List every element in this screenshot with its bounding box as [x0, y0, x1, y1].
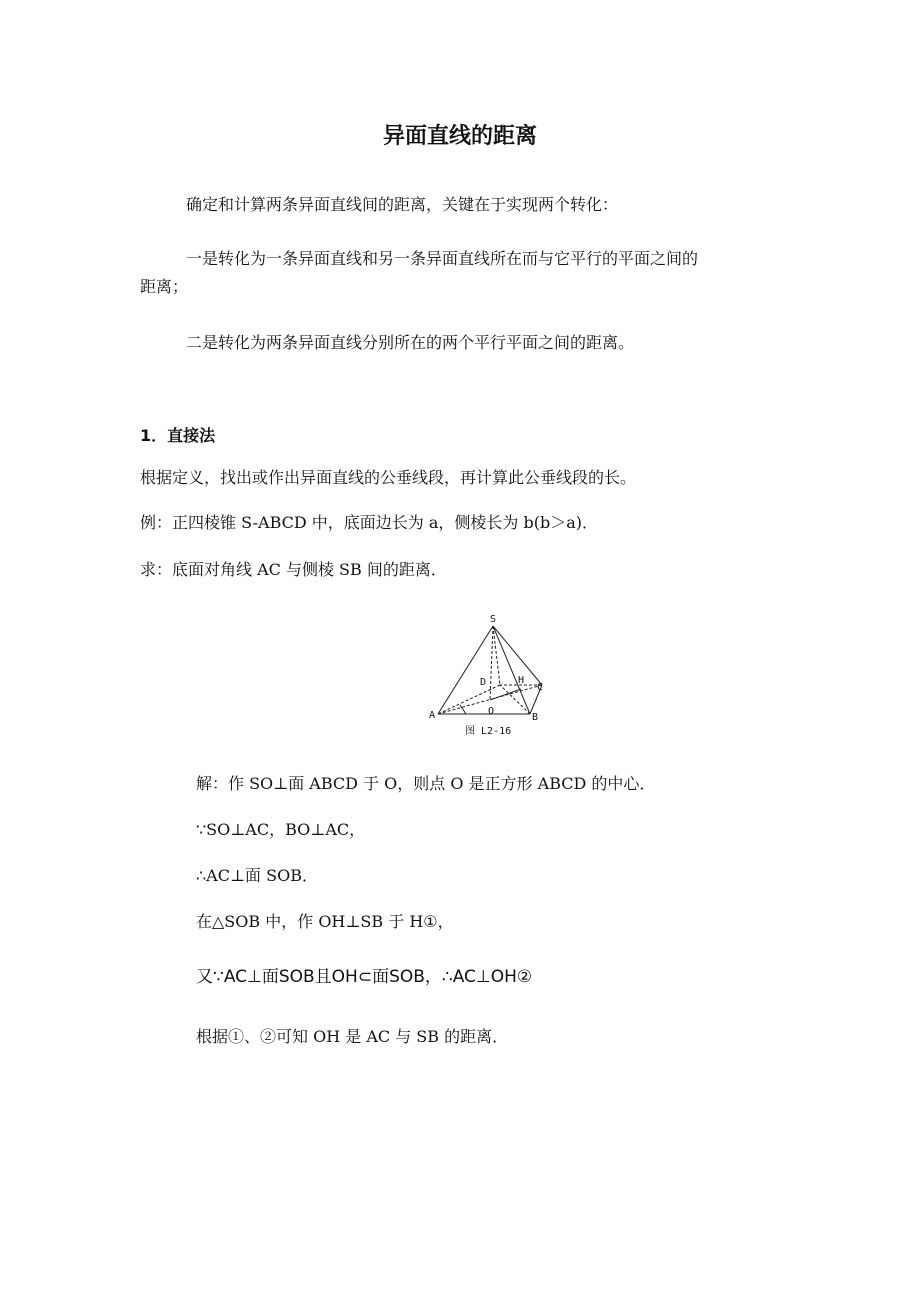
pyramid-diagram: [420, 608, 560, 743]
pyramid-figure: [420, 608, 560, 743]
page-title: 异面直线的距离: [382, 124, 537, 149]
example-question: 求：底面对角线 AC 与侧棱 SB 间的距离．: [140, 560, 447, 579]
label-s: S: [490, 614, 497, 625]
label-h: H: [518, 675, 525, 686]
section-heading-direct-method: 1．直接法: [140, 426, 216, 445]
label-c: C: [537, 682, 544, 693]
intro-paragraph-2-line-1: 一是转化为一条异面直线和另一条异面直线所在而与它平行的平面之间的: [186, 249, 699, 268]
solution-line-1: 解：作 SO⊥面 ABCD 于 O，则点 O 是正方形 ABCD 的中心．: [196, 774, 656, 793]
label-o: O: [488, 706, 495, 717]
solution-line-4: 在△SOB 中，作 OH⊥SB 于 H①，: [196, 912, 454, 931]
example-statement: 例：正四棱锥 S-ABCD 中，底面边长为 a，侧棱长为 b(b＞a)．: [140, 513, 599, 532]
label-d: D: [480, 677, 487, 688]
intro-paragraph-2-line-2: 距离；: [140, 277, 189, 296]
intro-paragraph-1: 确定和计算两条异面直线间的距离，关键在于实现两个转化：: [186, 195, 619, 214]
solution-conclusion: 根据①、②可知 OH 是 AC 与 SB 的距离．: [196, 1027, 509, 1046]
solution-line-2: ∵SO⊥AC，BO⊥AC，: [196, 820, 366, 839]
label-b: B: [532, 712, 539, 723]
solution-line-3: ∴AC⊥面 SOB．: [196, 866, 318, 885]
label-a: A: [429, 710, 436, 721]
figure-caption: 图 L2-16: [465, 726, 512, 737]
solution-formula-line: 又∵AC⊥面SOB且OH⊂面SOB，∴AC⊥OH②: [196, 967, 533, 987]
intro-paragraph-3: 二是转化为两条异面直线分别所在的两个平行平面之间的距离。: [186, 333, 635, 352]
method-definition: 根据定义，找出或作出异面直线的公垂线段，再计算此公垂线段的长。: [140, 468, 637, 487]
